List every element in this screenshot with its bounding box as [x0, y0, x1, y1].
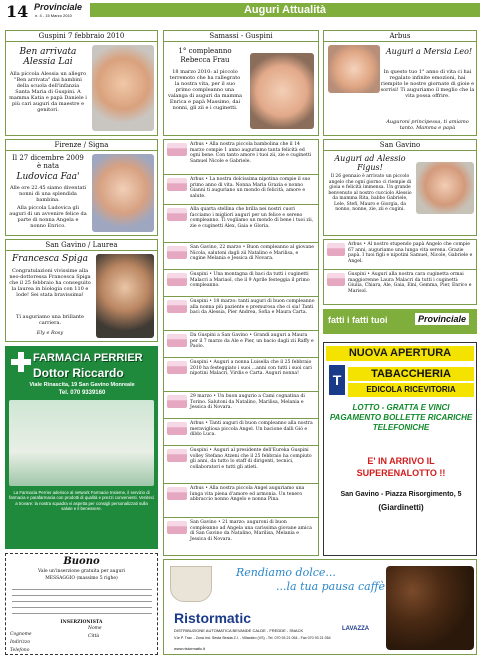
- note-item: Arbus • Tanti auguri di buon compleanno alla nostra meravigliosa piccola Angel. Un bacione dalli Gió e dildo Luca.: [164, 419, 318, 446]
- card-title: Auguri ad Alessio Figus!: [334, 154, 406, 172]
- note-item: San Gavino, 22 marzo • Buon compleanno al giovane Nicola, salutoni dagli zii Natalino e Marilisa, e cugine Melania e Jessica di Novara.: [164, 243, 318, 270]
- coupon-field-label: Indirizzo: [10, 640, 31, 645]
- ad-contact: V.le P. Trav. - Zona Ind. Sesta Strada Z.I. - Villacidro (VS) - Tel. 070 93 21 054 - Fax 070 93 21 054: [174, 636, 331, 640]
- staff-photo: [9, 400, 154, 486]
- cake-icon: [167, 449, 187, 462]
- cake-icon: [167, 178, 187, 191]
- ad-name: FARMACIA PERRIER: [33, 352, 143, 364]
- ad-name: TABACCHERIA: [348, 367, 474, 381]
- ad-headline: NUOVA APERTURA: [326, 346, 474, 361]
- baby-photo: [416, 162, 474, 214]
- page-header: [0, 0, 482, 20]
- notes-column: [163, 139, 319, 556]
- band-text: fatti i fatti tuoi: [328, 315, 388, 325]
- ad-phone: Tel. 070 9339160: [58, 390, 106, 396]
- coupon-field-label: Telefono: [10, 648, 30, 653]
- ad-brand: Ristormatic: [174, 610, 252, 626]
- coupon-sender-label: INSERZIONISTA: [60, 620, 103, 625]
- card-date: Il 27 dicembre 2009 è nata: [12, 154, 84, 170]
- section-band: [90, 3, 480, 17]
- card-title: Francesca Spiga: [12, 254, 88, 264]
- cake-icon: [167, 208, 187, 221]
- card-text: Il 26 gennaio è arrivato un piccolo angelo che ogni giorno ci riempie di gioia e felicità immensa. Un grande benvenuto al nostro cucciolo Alessio da mamma Rita, babbo Gabriele, Lele, Stefi, Mauro e Giorgia, da nonno, nonne, zie, zii e cugini.: [328, 174, 412, 212]
- coupon-field-label: Città: [88, 634, 100, 639]
- note-item: Da Guspini a San Gavino • Grandi auguri a Maura per il 7 marzo da Ale e Pier, un bacio dagli zii Raffy e Paolo.: [164, 331, 318, 358]
- card-place: San Gavino: [324, 140, 476, 151]
- coupon: [5, 553, 158, 655]
- baby-photo: [92, 45, 154, 131]
- cup-icon: [170, 566, 212, 602]
- note-item: Guspini • Una montagna di baci da tutti i cuginetti Malacri a Mariaol, che il 9 Aprile festeggia il primo compleanno.: [164, 270, 318, 297]
- ad-tabaccheria: [323, 342, 477, 556]
- right-notes: [323, 239, 477, 305]
- card-text: 18 marzo 2010: al piccolo terremoto che ha rallegrato la nostra vita, per il suo primo compleanno una valanga di auguri da mamma Enrica e papà Massimo, dai nonni, gli zii e i cuginetti.: [168, 69, 242, 111]
- cake-icon: [327, 273, 345, 286]
- cake-icon: [167, 334, 187, 347]
- ad-sub: EDICOLA RICEVITORIA: [348, 383, 474, 397]
- note-item: Arbus • Alla nostra piccola bambolina che il 14 marzo compie 1 anno auguriamo tanta felicità ed ogni bene. Con tanto amore i tuoi zii, zie e cuginetti Samuel Nicole e Gabriele.: [164, 140, 318, 175]
- card-sangavino: [323, 139, 477, 236]
- ad-blurb: La Farmacia Perrier aderisce al network Farmacie Insieme, il servizio di farmacia e parafarmacia con prodotti di qualità e prezzi convenienti. Veniteci a trovare: la nostra squadra vi aspetta per consigli personalizzati sulla salute e il benessere.: [9, 490, 154, 511]
- coupon-title: Buono: [63, 556, 100, 567]
- band-logo: Provinciale: [415, 313, 469, 325]
- coupon-field-label: Cognome: [10, 632, 32, 637]
- ad-ristormatic: [163, 559, 477, 655]
- note-item: Guspini • 18 marzo: tanti auguri di buon compleanno alla nonna più paziente e premurosa che ci sia! Tanti baci da Alessia, Pier Andrea, Sofia e Maura Carta.: [164, 297, 318, 331]
- cake-icon: [167, 273, 187, 286]
- coupon-message-label: MESSAGGIO (massimo 5 righe): [45, 576, 118, 581]
- card-text-2: Ti auguriamo una brillante carriera.: [15, 314, 85, 326]
- note-item: Arbus • Alla nostra piccola Angel auguriamo una lunga vita piena d'amore ed armonia. Un tenero abbraccio nonno Angelo e nonna Pina.: [164, 484, 318, 518]
- baby-photo: [250, 53, 314, 129]
- cake-icon: [167, 361, 187, 374]
- note-item: Guspini • Auguri alla nostra cara cuginetta ormai maggiorenne Laura Malacri da tutti i cuginetti: Giulia, Chiara, Ale, Gaia, Emi, Gemma, Pier, Enrico e Marisol.: [324, 270, 476, 305]
- page-number: 14: [6, 2, 29, 21]
- coupon-lines[interactable]: [12, 584, 152, 616]
- card-guspini: [5, 30, 158, 136]
- ad-address: Viale Rinascita, 19 San Gavino Monreale: [29, 382, 135, 388]
- note-item: Guspini • Auguri a nonna Luisella che il 25 febbraio 2010 ha festeggiato i suoi ...anni con tutti i suoi cari nipotini Malacri, Virdis e Carta. Auguri nonna!: [164, 358, 318, 392]
- note-item: Arbus • La nostra dolcissima nipotina compie il suo primo anno di vita. Nonna Maria Grazia e nonno Gianni ti auguriano un mondo di felicità, amore e salute.: [164, 175, 318, 205]
- coupon-field-label: Nome: [88, 626, 102, 631]
- card-title: Ludovica Faa': [16, 172, 80, 182]
- card-title: 1° compleanno Rebecca Frau: [178, 47, 232, 64]
- card-text-1: Congratulazioni vivissime alla neo-dottoressa Francesca Spiga che il 25 febbraio ha conseguito la laurea in biologia con 110 e lode! Sei stata bravissima!: [9, 268, 91, 298]
- ad-slogan-2: ...la tua pausa caffè: [276, 580, 386, 593]
- card-text: Alla piccola Alessia un allegro "Ben arrivata" dai bambini della scuola dell'infanzia Santa Maria di Guspini. A mamma Katia e papà Daniele i più cari auguri da maestre e genitori.: [9, 71, 87, 113]
- card-place: Guspini 7 febbraio 2010: [6, 31, 157, 42]
- note-item: Arbus • Al nostro stupendo papà Angelo che compie 67 anni, auguriamo una lunga vita serena. Grazie papà. I tuoi figli e nipotini Samuel, Nicole, Gabriele e Angel.: [324, 240, 476, 270]
- card-sign: Ely e Rosy: [36, 330, 64, 336]
- ad-address: San Gavino - Piazza Risorgimento, 5: [340, 491, 462, 498]
- card-place: Firenze / Signa: [6, 140, 157, 151]
- cake-icon: [167, 487, 187, 500]
- card-text-2: Alla piccola Ludovica gli auguri di un avvenire felice da parte di nonna Angela e nonno Enrico.: [9, 205, 87, 229]
- ad-slogan-1: Rendiamo dolce...: [236, 566, 336, 579]
- issue-date: n. 4 - 15 Marzo 2010: [35, 13, 72, 18]
- cake-icon: [167, 143, 187, 156]
- card-arbus: [323, 30, 477, 136]
- masthead-logo: Provinciale: [34, 2, 83, 12]
- ad-promo: E' IN ARRIVO IL SUPERENALOTTO !!: [356, 456, 446, 478]
- cake-icon: [327, 243, 345, 256]
- card-title: Ben arrivata Alessia Lai: [19, 47, 77, 67]
- card-text: In questo tuo 1° anno di vita ci hai regalato infinite emozioni, hai riempito le nostre giornate di gioie e sorrisi! Ti auguriamo il meglio che la vita possa offrire.: [380, 69, 475, 99]
- pharmacy-cross-icon: [11, 352, 31, 372]
- note-item: San Gavino • 21 marzo: auguroni di buon compleanno ad Angela una carissima giovane amica di San Gavino da Natalino, Marilisa, Melania e Jessica di Novara.: [164, 518, 318, 556]
- coupon-subtitle: Vale un'inserzione gratuita per auguri: [38, 569, 125, 574]
- card-title: Auguri a Mersia Leo!: [385, 47, 473, 56]
- card-samassi: [163, 30, 319, 136]
- card-sign: Auguroni principessa, ti amiamo tanto. Mamma e papà: [386, 119, 469, 131]
- card-firenze: [5, 139, 158, 236]
- baby-photo: [328, 45, 380, 93]
- coffee-beans-image: [386, 566, 474, 650]
- ad-farmacia: [5, 346, 158, 549]
- cake-icon: [167, 395, 187, 408]
- ad-partner: LAVAZZA: [342, 626, 370, 632]
- note-item: Alla quarta stellina che brilla nei nostri cuori facciamo i migliori auguri per un felice e sereno compleanno. Ti vogliamo un mondo di bene i tuoi zii, zie e cuginetti Alex, Gaia e Gloria.: [164, 205, 318, 243]
- note-item: 29 marzo • Un buon augurio a Cami cognatina di Torino. Salutoni da Natalino, Marilisa, Melania e Jessica di Novara.: [164, 392, 318, 419]
- ad-tagline: DISTRIBUZIONE AUTOMATICA BEVANDE CALDE - FREDDE - SNACK: [174, 628, 304, 633]
- card-text-1: Alle ore 22.45 siamo diventati nonni di una splendida bambina.: [9, 185, 87, 203]
- note-item: Guspini • Auguri al presidente dell'Eureka Guspini volley Stefano Atzeni che il 25 febbraio ha compiuto gli anni, da tutto lo staff di dirigenti, tecnici, collaboratori e tutti gli atleti.: [164, 446, 318, 484]
- promo-band: [323, 309, 477, 334]
- card-place: Samassi - Guspini: [164, 31, 318, 42]
- ad-services: LOTTO - GRATTA E VINCI PAGAMENTO BOLLETTE RICARICHE TELEFONICHE: [329, 403, 473, 432]
- cake-icon: [167, 422, 187, 435]
- tabacchi-logo-icon: T: [329, 365, 345, 395]
- card-place: San Gavino / Laurea: [6, 240, 157, 251]
- cake-icon: [167, 246, 187, 259]
- ad-doctor: Dottor Riccardo: [33, 366, 124, 380]
- card-place: Arbus: [324, 31, 476, 42]
- cake-icon: [167, 521, 187, 534]
- ad-web: www.ristormatic.it: [174, 646, 206, 651]
- cake-icon: [167, 300, 187, 313]
- ad-area: (Giardinetti): [378, 503, 424, 512]
- card-laurea: [5, 239, 158, 342]
- graduate-photo: [96, 254, 154, 338]
- section-title: Auguri Attualità: [243, 4, 327, 16]
- baby-photo: [92, 154, 154, 232]
